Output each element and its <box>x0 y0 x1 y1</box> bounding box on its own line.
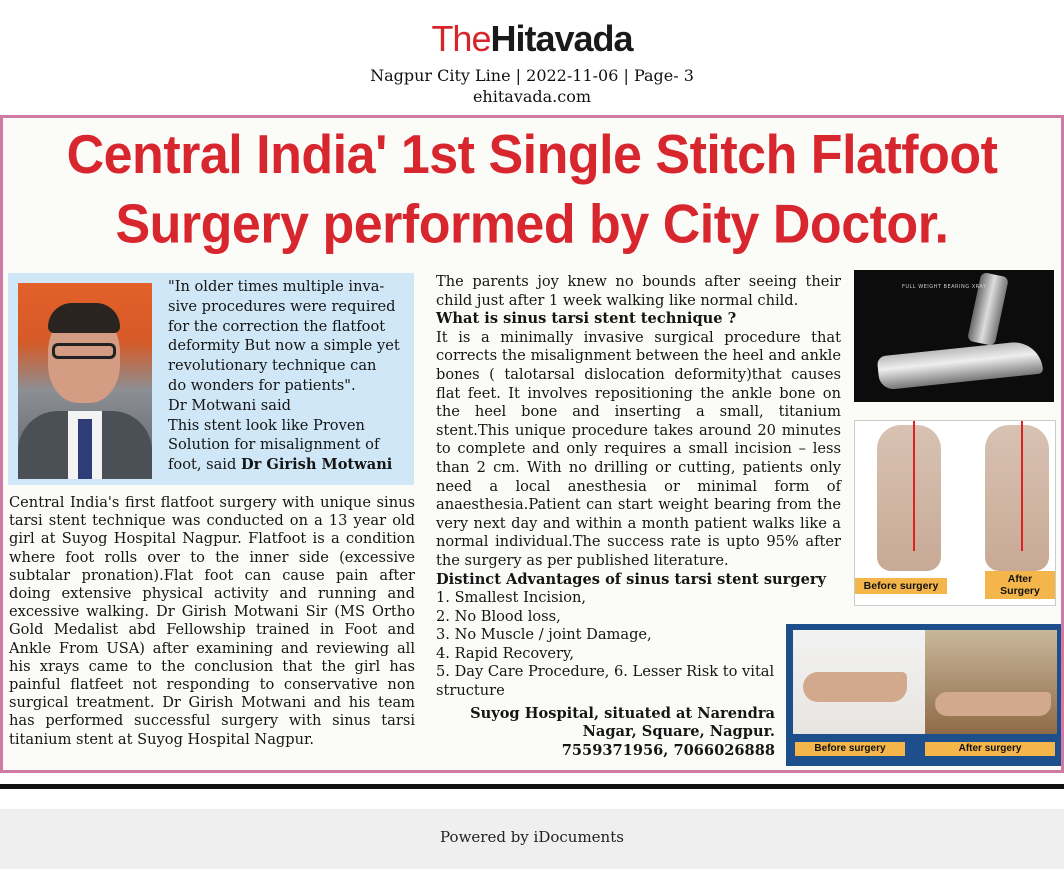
divider <box>0 784 1064 789</box>
after-surgery-label: After Surgery <box>985 571 1055 599</box>
advantages-list <box>436 589 841 701</box>
body-technique: It is a minimally invasive surgical procedure that corrects the misalignment between the heel and ankle bones ( talotarsal dislocation deformity)that causes flat feet. It involves repositioning the ankle bone on the heel bone and inserting a small, titanium stent.This unique procedure takes around 20 minutes to complete and only requires a small incision – less than 2 cm. With no drilling or cutting, patients only need a local anesthesia or minimal form of anaesthesia.Patient can start weight bearing from the very next day and within a month patient walks like a normal individual.The success rate is upto 95% after the surgery as per published literature. <box>436 328 841 569</box>
masthead <box>0 0 1064 112</box>
powered-by-link[interactable]: Powered by iDocuments <box>440 828 624 846</box>
footer <box>0 809 1064 869</box>
list-item: 4. Rapid Recovery, <box>436 644 574 662</box>
quote-signature: Dr Girish Motwani <box>240 456 393 474</box>
before-surgery-label: Before surgery <box>855 578 947 594</box>
alignment-line <box>1021 421 1023 551</box>
heel-comparison-image <box>854 420 1056 606</box>
doctor-quote <box>168 277 408 475</box>
doctor-photo <box>18 283 152 479</box>
headline-line-1: Central India' 1st Single Stitch Flatfoot <box>66 124 998 186</box>
quote-line: Solution for misalignment of <box>168 436 380 454</box>
alignment-line <box>913 421 915 551</box>
quote-line: Dr Motwani said <box>168 396 292 414</box>
xray-image <box>854 270 1054 402</box>
list-item: 1. Smallest Incision, <box>436 589 587 607</box>
quote-box <box>8 273 414 485</box>
list-item: 3. No Muscle / joint Damage, <box>436 626 652 644</box>
quote-line: do wonders for patients". <box>168 376 356 394</box>
foot-after-image <box>985 425 1049 571</box>
quote-line: "In older times multiple inva- <box>168 278 385 295</box>
foot-photo-comparison <box>786 624 1061 766</box>
article-body-column-1: Central India's first flatfoot surgery with unique sinus tarsi stent technique was conducted on a 13 year old girl at Suyog Hospital Nagpur. Flatfoot is a condition where foot rolls over to the inner side (excessive subtalar pronation).Flat foot can cause pain after doing extensive physical activity and running and excessive walking. Dr Girish Motwani Sir (MS Ortho Gold Medalist abd Fellowship trained in Foot and Ankle From USA) after examining and reviewing all his xrays came to the conclusion that the girl has painful flatfeet not responding to conservative non surgical treatment. Dr Girish Motwani and his team has performed successful surgery with sinus tarsi titanium stent at Suyog Hospital Nagpur. <box>9 494 415 748</box>
list-item: 2. No Blood loss, <box>436 607 561 625</box>
xray-caption: FULL WEIGHT BEARING XRAY <box>902 284 987 290</box>
quote-line-last: foot, said Dr Girish Motwani <box>168 456 393 474</box>
list-item: 5. Day Care Procedure, 6. Lesser Risk to vital structure <box>436 663 775 700</box>
before-surgery-label: Before surgery <box>795 742 905 756</box>
newspaper-logo[interactable]: TheHitavada <box>431 18 633 59</box>
before-foot-photo <box>793 630 925 734</box>
address-line: Nagar, Square, Nagpur. <box>582 723 775 741</box>
quote-line: revolutionary technique can <box>168 357 377 375</box>
after-surgery-label: After surgery <box>925 742 1055 756</box>
hospital-address <box>436 705 841 761</box>
foot-before-image <box>877 425 941 571</box>
article-body-column-2 <box>436 273 841 760</box>
headline-line-2: Surgery performed by City Doctor. <box>115 194 949 256</box>
quote-line: sive procedures were required <box>168 297 396 315</box>
article-clipping <box>0 115 1064 773</box>
body-intro: The parents joy knew no bounds after seeing their child just after 1 week walking like normal child. <box>436 273 841 309</box>
quote-line: for the correction the flatfoot <box>168 317 386 335</box>
edition-info: Nagpur City Line | 2022-11-06 | Page- 3 <box>370 66 694 85</box>
quote-line: This stent look like Proven <box>168 416 365 434</box>
address-line: Suyog Hospital, situated at Narendra <box>470 704 775 722</box>
article-headline <box>3 121 1061 260</box>
address-line: 7559371956, 7066026888 <box>561 741 775 759</box>
site-link[interactable]: ehitavada.com <box>472 87 592 106</box>
quote-line: deformity But now a simple yet <box>168 337 400 355</box>
after-foot-photo <box>925 630 1057 734</box>
subheading-technique: What is sinus tarsi stent technique ? <box>436 310 737 328</box>
subheading-advantages: Distinct Advantages of sinus tarsi stent surgery <box>436 570 827 588</box>
